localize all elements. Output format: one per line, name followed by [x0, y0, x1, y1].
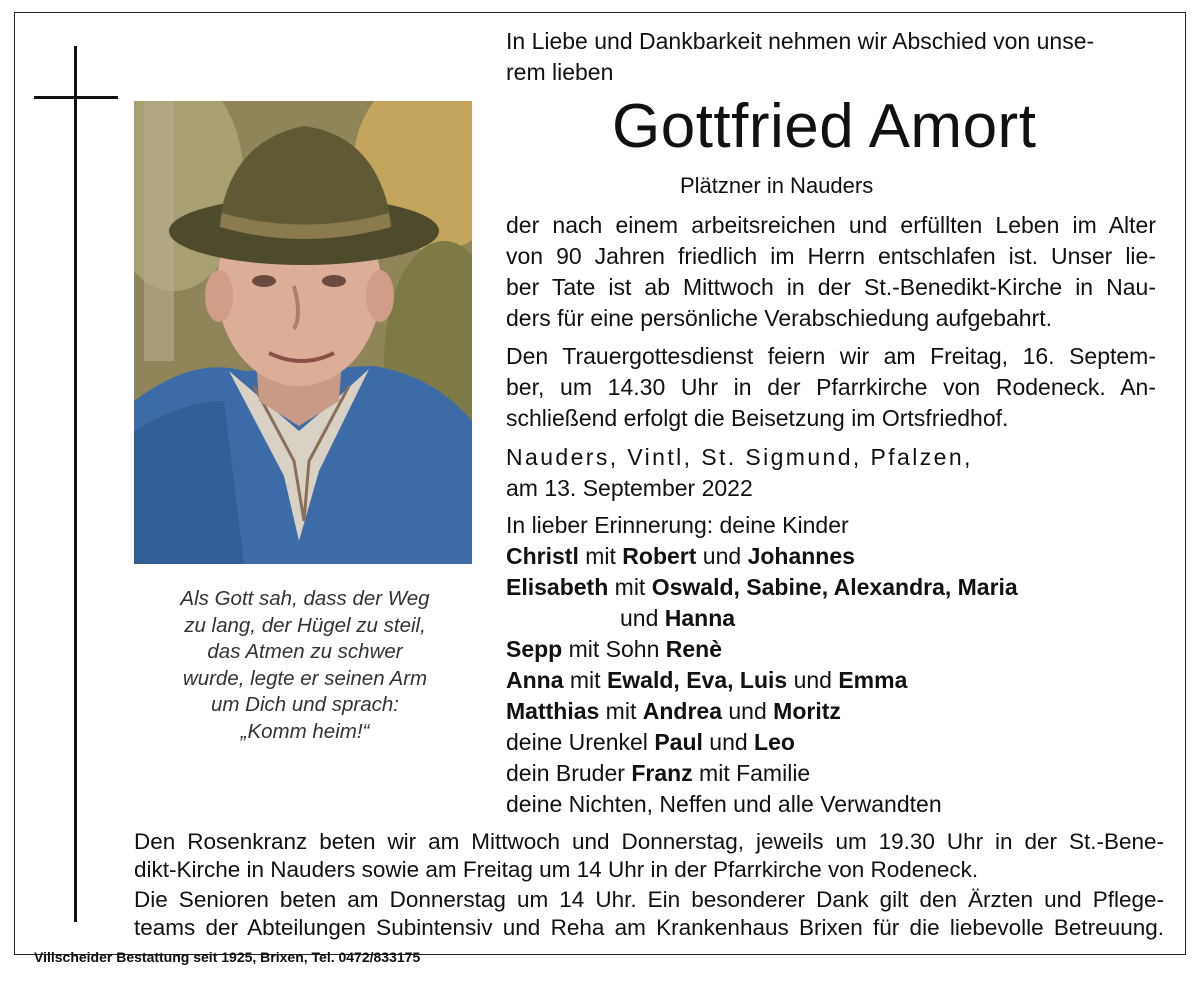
mourner-name: Hanna: [664, 605, 736, 631]
mourners-line: [506, 541, 855, 572]
mourners-line: [506, 758, 810, 789]
mourner-name: Matthias: [506, 698, 600, 724]
mourner-name: Anna: [506, 667, 564, 693]
quote-line: wurde, legte er seinen Arm: [182, 666, 428, 690]
quote-line: „Komm heim!“: [240, 719, 370, 743]
mourner-joiner: mit: [578, 543, 623, 569]
intro-line-1: In Liebe und Dankbarkeit nehmen wir Abschied von unse-: [506, 28, 1095, 54]
mourners-line: [506, 727, 795, 758]
mourner-joiner: mit Sohn: [562, 636, 666, 662]
body-line: der nach einem arbeitsreichen und erfüllten Leben im Alter: [506, 212, 1156, 238]
mourner-name: Renè: [665, 636, 723, 662]
mourner-name: Oswald, Sabine, Alexandra, Maria: [651, 574, 1018, 600]
cross-icon: [74, 46, 77, 922]
deceased-name: Gottfried Amort: [612, 92, 1037, 161]
quote-line: Als Gott sah, dass der Weg: [180, 587, 430, 610]
places-line: Nauders, Vintl, St. Sigmund, Pfalzen,: [506, 444, 973, 470]
mourner-name: Paul: [654, 729, 703, 755]
mourner-joiner: mit Familie: [692, 760, 811, 786]
body-line: von 90 Jahren friedlich im Herrn entschlafen ist. Unser lie-: [506, 243, 1156, 269]
mourner-joiner: deine Urenkel: [506, 729, 655, 755]
mourner-name: Emma: [838, 667, 908, 693]
mourners-line: [506, 696, 841, 727]
mourners-line: [506, 634, 722, 665]
mourner-joiner: mit: [608, 574, 652, 600]
mourner-name: Robert: [622, 543, 697, 569]
mourner-name: Sepp: [506, 636, 563, 662]
body-line: ber Tate ist ab Mittwoch in der St.-Benedikt-Kirche in Nau-: [506, 274, 1156, 300]
bottom-line: Die Senioren beten am Donnerstag um 14 Uhr. Ein besonderer Dank gilt den Ärzten und Pflege-: [134, 887, 1164, 912]
cross-icon-bar: [34, 96, 118, 99]
mourner-name: Moritz: [773, 698, 841, 724]
portrait-photo: [134, 101, 472, 564]
mourner-name: Elisabeth: [506, 574, 609, 600]
mourner-joiner: mit: [599, 698, 643, 724]
deceased-subtitle: Plätzner in Nauders: [680, 173, 874, 198]
mourner-name: Franz: [631, 760, 693, 786]
mourner-joiner: und: [702, 729, 755, 755]
mourner-joiner: und: [620, 605, 665, 631]
funeral-home-footer: Villscheider Bestattung seit 1925, Brixen, Tel. 0472/833175: [34, 949, 421, 965]
intro-line-2: rem lieben: [506, 59, 614, 85]
mourners-line: [620, 603, 735, 634]
body-line: ber, um 14.30 Uhr in der Pfarrkirche von Rodeneck. An-: [506, 374, 1156, 400]
mourner-name: Johannes: [747, 543, 855, 569]
memorial-quote: [150, 586, 460, 745]
quote-line: das Atmen zu schwer: [207, 640, 403, 663]
mourners-intro: In lieber Erinnerung: deine Kinder: [506, 512, 849, 538]
mourner-joiner: und: [787, 667, 839, 693]
mourners-line: [506, 665, 907, 696]
mourners-line: [506, 572, 1018, 603]
mourner-joiner: dein Bruder: [506, 760, 632, 786]
quote-line: zu lang, der Hügel zu steil,: [184, 613, 426, 637]
quote-line: um Dich und sprach:: [210, 693, 399, 716]
mourners-line: deine Nichten, Neffen und alle Verwandten: [506, 791, 942, 817]
bottom-line: teams der Abteilungen Subintensiv und Reha am Krankenhaus Brixen für die liebevolle Betreuung.: [134, 915, 1164, 940]
mourner-name: Christl: [506, 543, 579, 569]
body-line: schließend erfolgt die Beisetzung im Ortsfriedhof.: [506, 405, 1009, 431]
date-line: am 13. September 2022: [506, 475, 753, 501]
mourner-joiner: und: [696, 543, 748, 569]
mourner-name: Leo: [754, 729, 795, 755]
body-line: Den Trauergottesdienst feiern wir am Freitag, 16. Septem-: [506, 343, 1156, 369]
body-line: ders für eine persönliche Verabschiedung aufgebahrt.: [506, 305, 1052, 331]
mourner-name: Ewald, Eva, Luis: [606, 667, 788, 693]
mourner-name: Andrea: [642, 698, 722, 724]
mourner-joiner: und: [722, 698, 774, 724]
bottom-line: dikt-Kirche in Nauders sowie am Freitag um 14 Uhr in der Pfarrkirche von Rodeneck.: [134, 857, 979, 882]
bottom-line: Den Rosenkranz beten wir am Mittwoch und Donnerstag, jeweils um 19.30 Uhr in der St.-Bene-: [134, 829, 1164, 854]
mourner-joiner: mit: [563, 667, 607, 693]
